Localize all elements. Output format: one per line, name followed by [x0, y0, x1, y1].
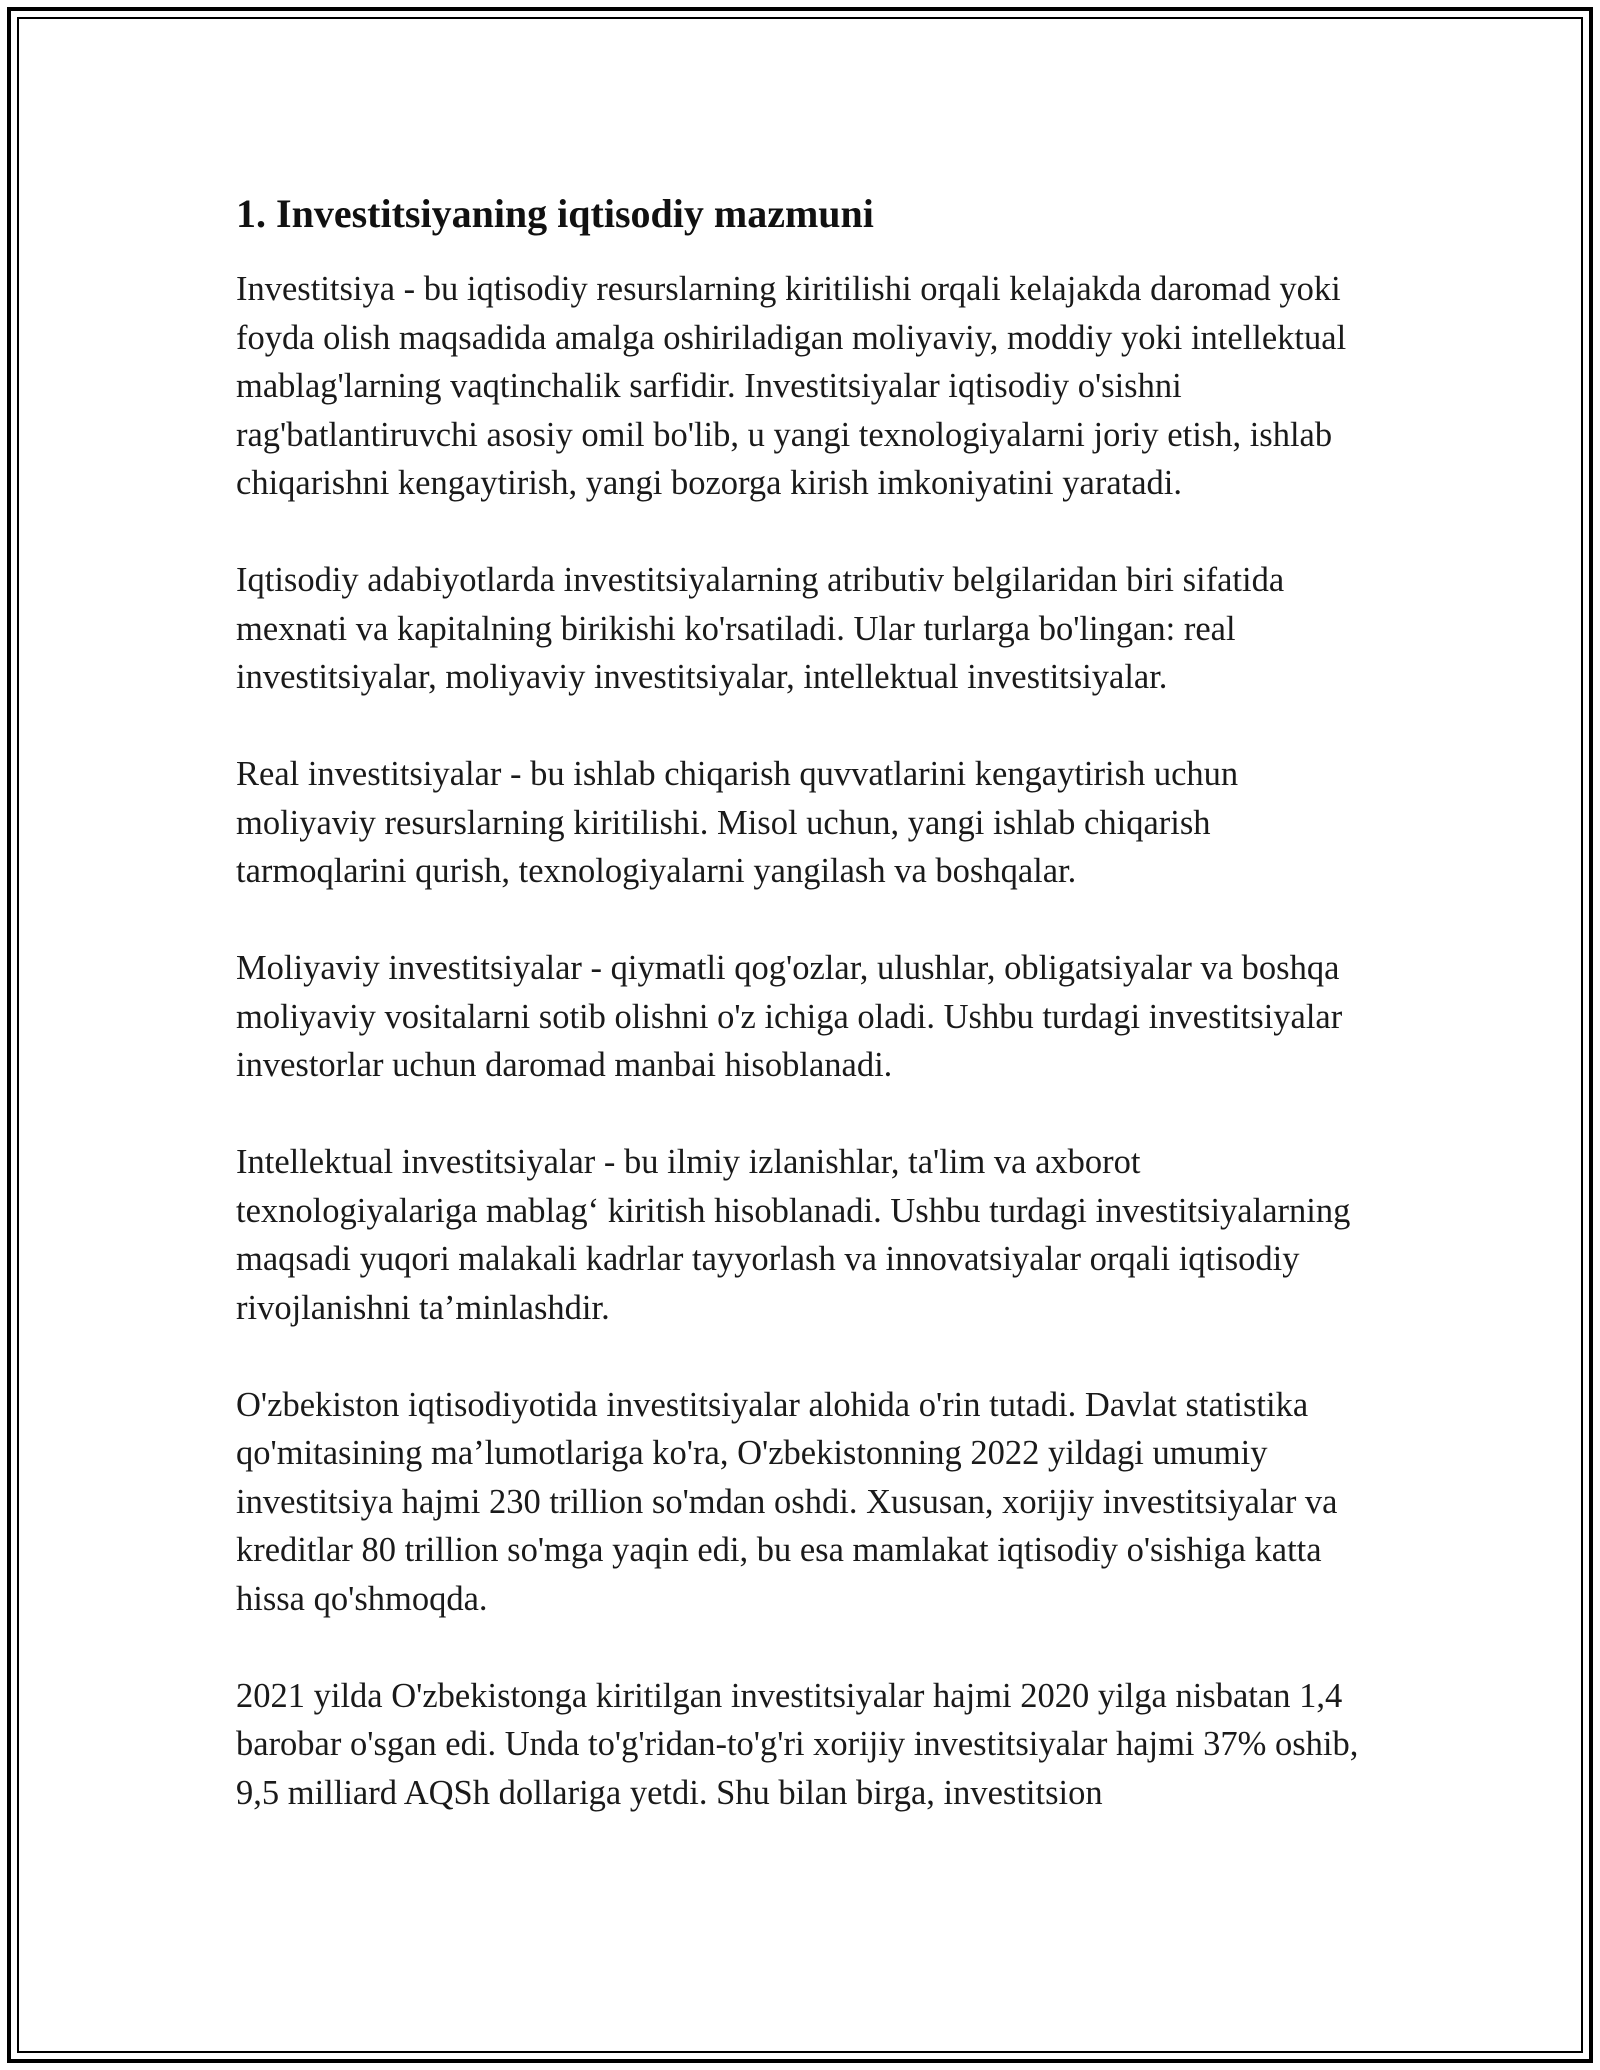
paragraph-investment-definition: Investitsiya - bu iqtisodiy resurslarning kiritilishi orqali kelajakda daromad yoki foyda olish maqsadida amalga oshiriladigan moliyaviy, moddiy yoki intellektual mablag'larning vaqtinchalik sarfidir. Investitsiyalar iqtisodiy o'sishni rag'batlantiruvchi asosiy omil bo'lib, u yangi texnologiyalarni joriy etish, ishlab chiqarishni kengaytirish, yangi bozorga kirish imkoniyatini yaratadi.: [236, 270, 1347, 502]
paragraph-investment-growth-2021: 2021 yilda O'zbekistonga kiritilgan investitsiyalar hajmi 2020 yilga nisbatan 1,4 barobar o'sgan edi. Unda to'g'ridan-to'g'ri xorijiy investitsiyalar hajmi 37% oshib, 9,5 milliard AQSh dollariga yetdi. Shu bilan birga, investitsion: [236, 1676, 1359, 1812]
paragraph-real-investments: Real investitsiyalar - bu ishlab chiqarish quvvatlarini kengaytirish uchun moliyaviy resurslarning kiritilishi. Misol uchun, yangi ishlab chiqarish tarmoqlarini qurish, texnologiyalarni yangilash va boshqalar.: [236, 755, 1239, 890]
paragraph-intellectual-investments: Intellektual investitsiyalar - bu ilmiy izlanishlar, ta'lim va axborot texnologiyalariga mablag‘ kiritish hisoblanadi. Ushbu turdagi investitsiyalarning maqsadi yuqori malakali kadrlar tayyorlash va innovatsiyalar orqali iqtisodiy rivojlanishni ta’minlashdir.: [236, 1143, 1351, 1327]
section-title: 1. Investitsiyaning iqtisodiy mazmuni: [236, 191, 874, 236]
document-body: [236, 185, 1386, 1866]
paragraph-uzbekistan-investments: O'zbekiston iqtisodiyotida investitsiyalar alohida o'rin tutadi. Davlat statistika qo'mitasining ma’lumotlariga ko'ra, O'zbekistonning 2022 yildagi umumiy investitsiya hajmi 230 trillion so'mdan oshdi. Xususan, xorijiy investitsiyalar va kreditlar 80 trillion so'mga yaqin edi, bu esa mamlakat iqtisodiy o'sishiga katta hissa qo'shmoqda.: [236, 1385, 1338, 1618]
paragraph-investment-types: Iqtisodiy adabiyotlarda investitsiyalarning atributiv belgilaridan biri sifatida mexnati va kapitalning birikishi ko'rsatiladi. Ular turlarga bo'lingan: real investitsiyalar, moliyaviy investitsiyalar, intellektual investitsiyalar.: [236, 561, 1285, 696]
paragraph-financial-investments: Moliyaviy investitsiyalar - qiymatli qog'ozlar, ulushlar, obligatsiyalar va boshqa moliyaviy vositalarni sotib olishni o'z ichiga oladi. Ushbu turdagi investitsiyalar investorlar uchun daromad manbai hisoblanadi.: [236, 949, 1343, 1084]
